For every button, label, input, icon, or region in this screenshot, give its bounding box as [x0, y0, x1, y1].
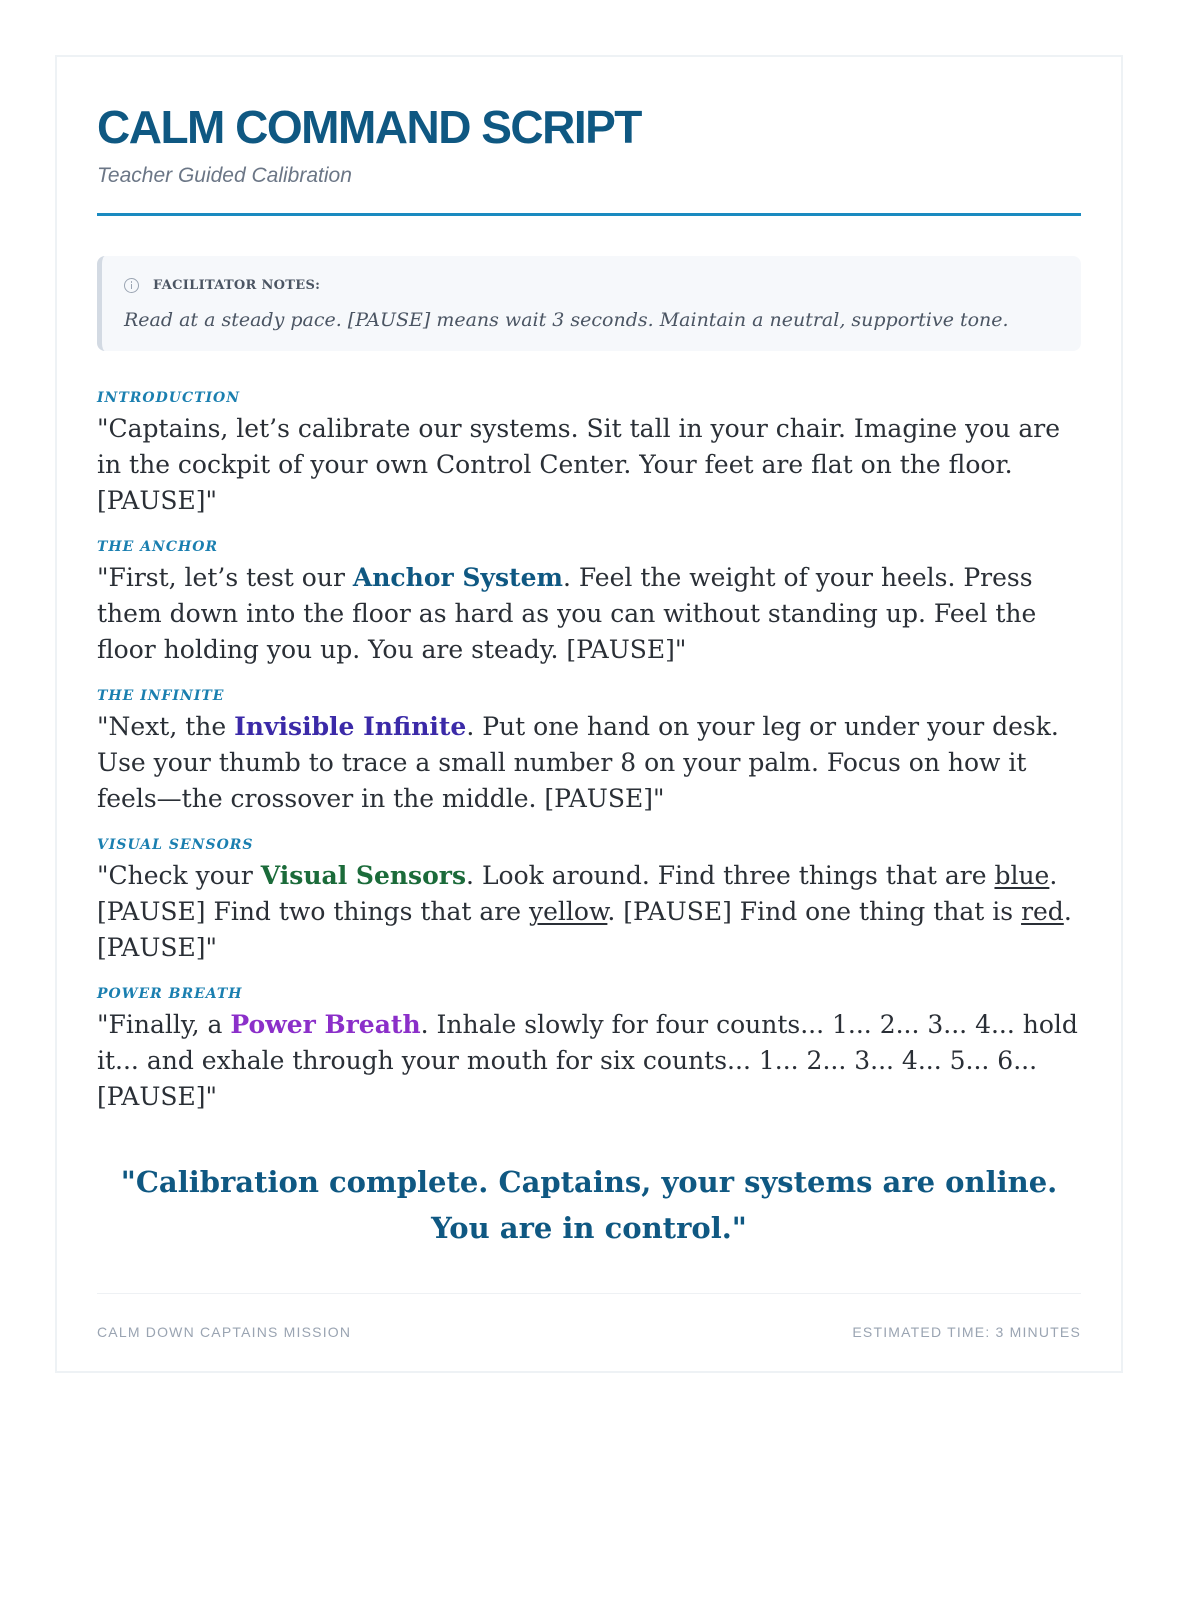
facilitator-notes-text: Read at a steady pace. [PAUSE] means wait 3 seconds. Maintain a neutral, supportive tone. — [124, 309, 1009, 331]
text-fragment: . Put one hand on your leg or under your desk. Use your thumb to trace a small number 8 on your palm. Focus on how it feels—the crossover in the middle. [PAUSE]" — [97, 712, 1059, 813]
script-card — [55, 55, 1123, 1373]
section-visual-sensors — [97, 836, 1081, 966]
section-label: THE ANCHOR — [97, 539, 219, 555]
color-word-blue: blue — [994, 861, 1050, 890]
text-fragment: . Inhale slowly for four counts... 1... 2... 3... 4... hold it... and exhale through your mouth for six counts... 1... 2... 3... 4... 5... 6... [PAUSE]" — [97, 1010, 1078, 1111]
section-infinite — [97, 687, 1081, 817]
keyword-power-breath: Power Breath — [230, 1010, 421, 1039]
color-word-yellow: yellow — [528, 897, 608, 926]
text-fragment: . [PAUSE] Find one thing that is — [607, 897, 1022, 926]
facilitator-notes-box — [97, 256, 1081, 351]
section-label: THE INFINITE — [97, 688, 225, 704]
text-fragment: . [PAUSE]" — [97, 897, 1072, 962]
facilitator-notes-header — [124, 276, 1057, 294]
text-fragment: "First, let’s test our — [97, 563, 353, 592]
title-divider — [97, 213, 1081, 216]
section-label: INTRODUCTION — [97, 390, 241, 406]
text-fragment: "Finally, a — [97, 1010, 231, 1039]
section-anchor — [97, 538, 1081, 668]
section-text — [97, 560, 1081, 668]
section-text — [97, 858, 1081, 966]
section-text — [97, 709, 1081, 817]
keyword-anchor-system: Anchor System — [352, 563, 563, 592]
keyword-invisible-infinite: Invisible Infinite — [234, 712, 467, 741]
text-fragment: . Feel the weight of your heels. Press them down into the floor as hard as you can without standing up. Feel the floor holding you up. You are steady. [PAUSE]" — [97, 563, 1037, 664]
section-power-breath — [97, 985, 1081, 1115]
text-fragment: "Next, the — [97, 712, 235, 741]
text-fragment: "Check your — [97, 861, 261, 890]
color-word-red: red — [1021, 897, 1064, 926]
page-title: CALM COMMAND SCRIPT — [97, 101, 641, 153]
footer-estimated-time: ESTIMATED TIME: 3 MINUTES — [852, 1324, 1081, 1340]
section-text — [97, 1007, 1081, 1115]
text-fragment: . [PAUSE] Find two things that are — [97, 861, 1058, 926]
section-label: VISUAL SENSORS — [97, 837, 254, 853]
closing-statement: "Calibration complete. Captains, your systems are online. You are in control." — [120, 1165, 1058, 1245]
page-subtitle: Teacher Guided Calibration — [97, 164, 352, 187]
section-introduction — [97, 389, 1081, 519]
footer — [97, 1324, 1081, 1340]
section-text: "Captains, let’s calibrate our systems. Sit tall in your chair. Imagine you are in the cockpit of your own Control Center. Your feet are flat on the floor. [PAUSE]" — [97, 414, 1061, 515]
footer-mission-name: CALM DOWN CAPTAINS MISSION — [97, 1324, 352, 1340]
section-label: POWER BREATH — [97, 986, 243, 1002]
keyword-visual-sensors: Visual Sensors — [260, 861, 467, 890]
info-icon — [124, 278, 139, 293]
facilitator-notes-label: FACILITATOR NOTES: — [153, 277, 321, 293]
text-fragment: . Look around. Find three things that are — [466, 861, 995, 890]
footer-divider — [97, 1293, 1081, 1294]
